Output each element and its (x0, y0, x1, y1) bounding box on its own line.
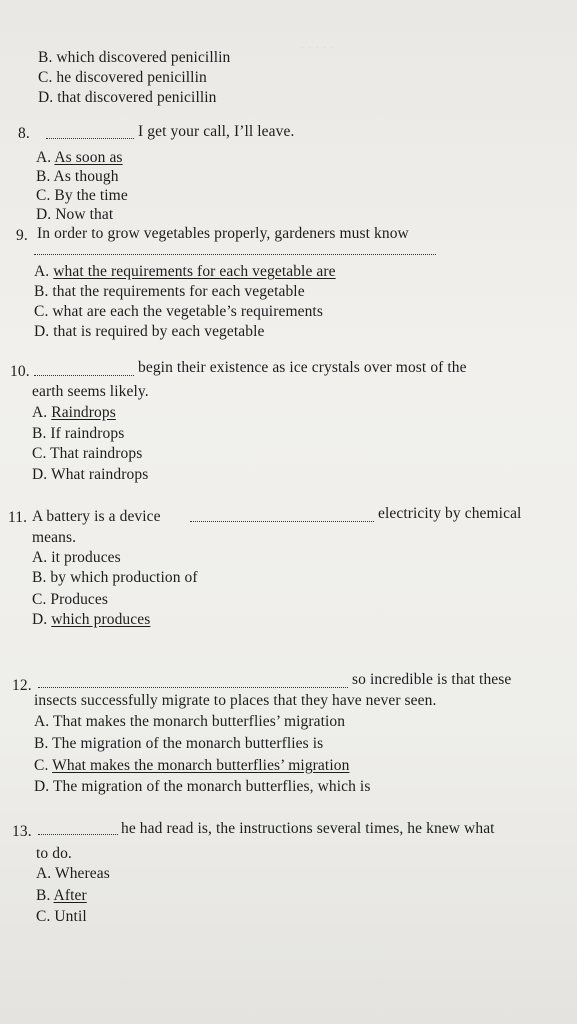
q13-option-b: B. After (36, 887, 87, 904)
q11-number: 11. (8, 509, 28, 526)
q8-number: 8. (18, 125, 30, 142)
q11-option-b: B. by which production of (32, 569, 198, 586)
q11-option-d: D. which produces (32, 611, 151, 628)
q11-option-c: C. Produces (32, 591, 109, 608)
q11-option-a: A. it produces (32, 549, 121, 566)
q12-option-c: C. What makes the monarch butterflies’ migration (34, 757, 350, 774)
q11-stem-line2: means. (32, 529, 77, 546)
q9-option-b: B. that the requirements for each vegetable (34, 283, 305, 300)
q11-stem-end: electricity by chemical (378, 505, 522, 522)
q8-option-d: D. Now that (36, 206, 114, 223)
q11-blank (190, 521, 374, 522)
q12-option-d: D. The migration of the monarch butterflies, which is (34, 778, 371, 795)
q10-option-d: D. What raindrops (32, 466, 149, 483)
q12-blank (38, 687, 348, 688)
q13-stem-line2: to do. (36, 845, 72, 862)
q12-option-b: B. The migration of the monarch butterflies is (34, 735, 324, 752)
q13-blank (38, 834, 118, 835)
q10-stem-line1: begin their existence as ice crystals over most of the (138, 359, 467, 376)
q9-option-c: C. what are each the vegetable’s requirements (34, 303, 323, 320)
q13-option-a: A. Whereas (36, 865, 110, 882)
q9-option-d: D. that is required by each vegetable (34, 323, 265, 340)
q10-number: 10. (10, 363, 30, 380)
q11-stem-start: A battery is a device (32, 508, 161, 525)
q10-option-b: B. If raindrops (32, 425, 125, 442)
q12-number: 12. (12, 677, 32, 694)
q13-number: 13. (12, 823, 32, 840)
q13-option-c: C. Until (36, 908, 87, 925)
option-prev-b: B. which discovered penicillin (38, 49, 231, 66)
q9-number: 9. (16, 227, 28, 244)
q10-option-a: A. Raindrops (32, 404, 116, 421)
q8-option-b: B. As though (36, 168, 119, 185)
q8-blank (46, 138, 134, 139)
option-prev-c: C. he discovered penicillin (38, 69, 207, 86)
q8-option-c: C. By the time (36, 187, 128, 204)
q8-stem: I get your call, I’ll leave. (138, 123, 295, 140)
q13-stem-line1: he had read is, the instructions several times, he knew what (121, 820, 495, 837)
q8-option-a: A. As soon as (36, 149, 123, 166)
q12-option-a: A. That makes the monarch butterflies’ migration (34, 713, 346, 730)
q10-option-c: C. That raindrops (32, 445, 143, 462)
q9-blank (34, 254, 436, 255)
q9-stem: In order to grow vegetables properly, gardeners must know (37, 225, 409, 242)
q12-stem-line2: insects successfully migrate to places that they have never seen. (34, 692, 437, 709)
option-prev-d: D. that discovered penicillin (38, 89, 217, 106)
q10-blank (34, 375, 134, 376)
q10-stem-line2: earth seems likely. (32, 383, 149, 400)
bleed-through: · · · · · (300, 40, 335, 55)
q9-option-a: A. what the requirements for each vegetable are (34, 263, 336, 280)
q12-stem-end: so incredible is that these (352, 671, 512, 688)
